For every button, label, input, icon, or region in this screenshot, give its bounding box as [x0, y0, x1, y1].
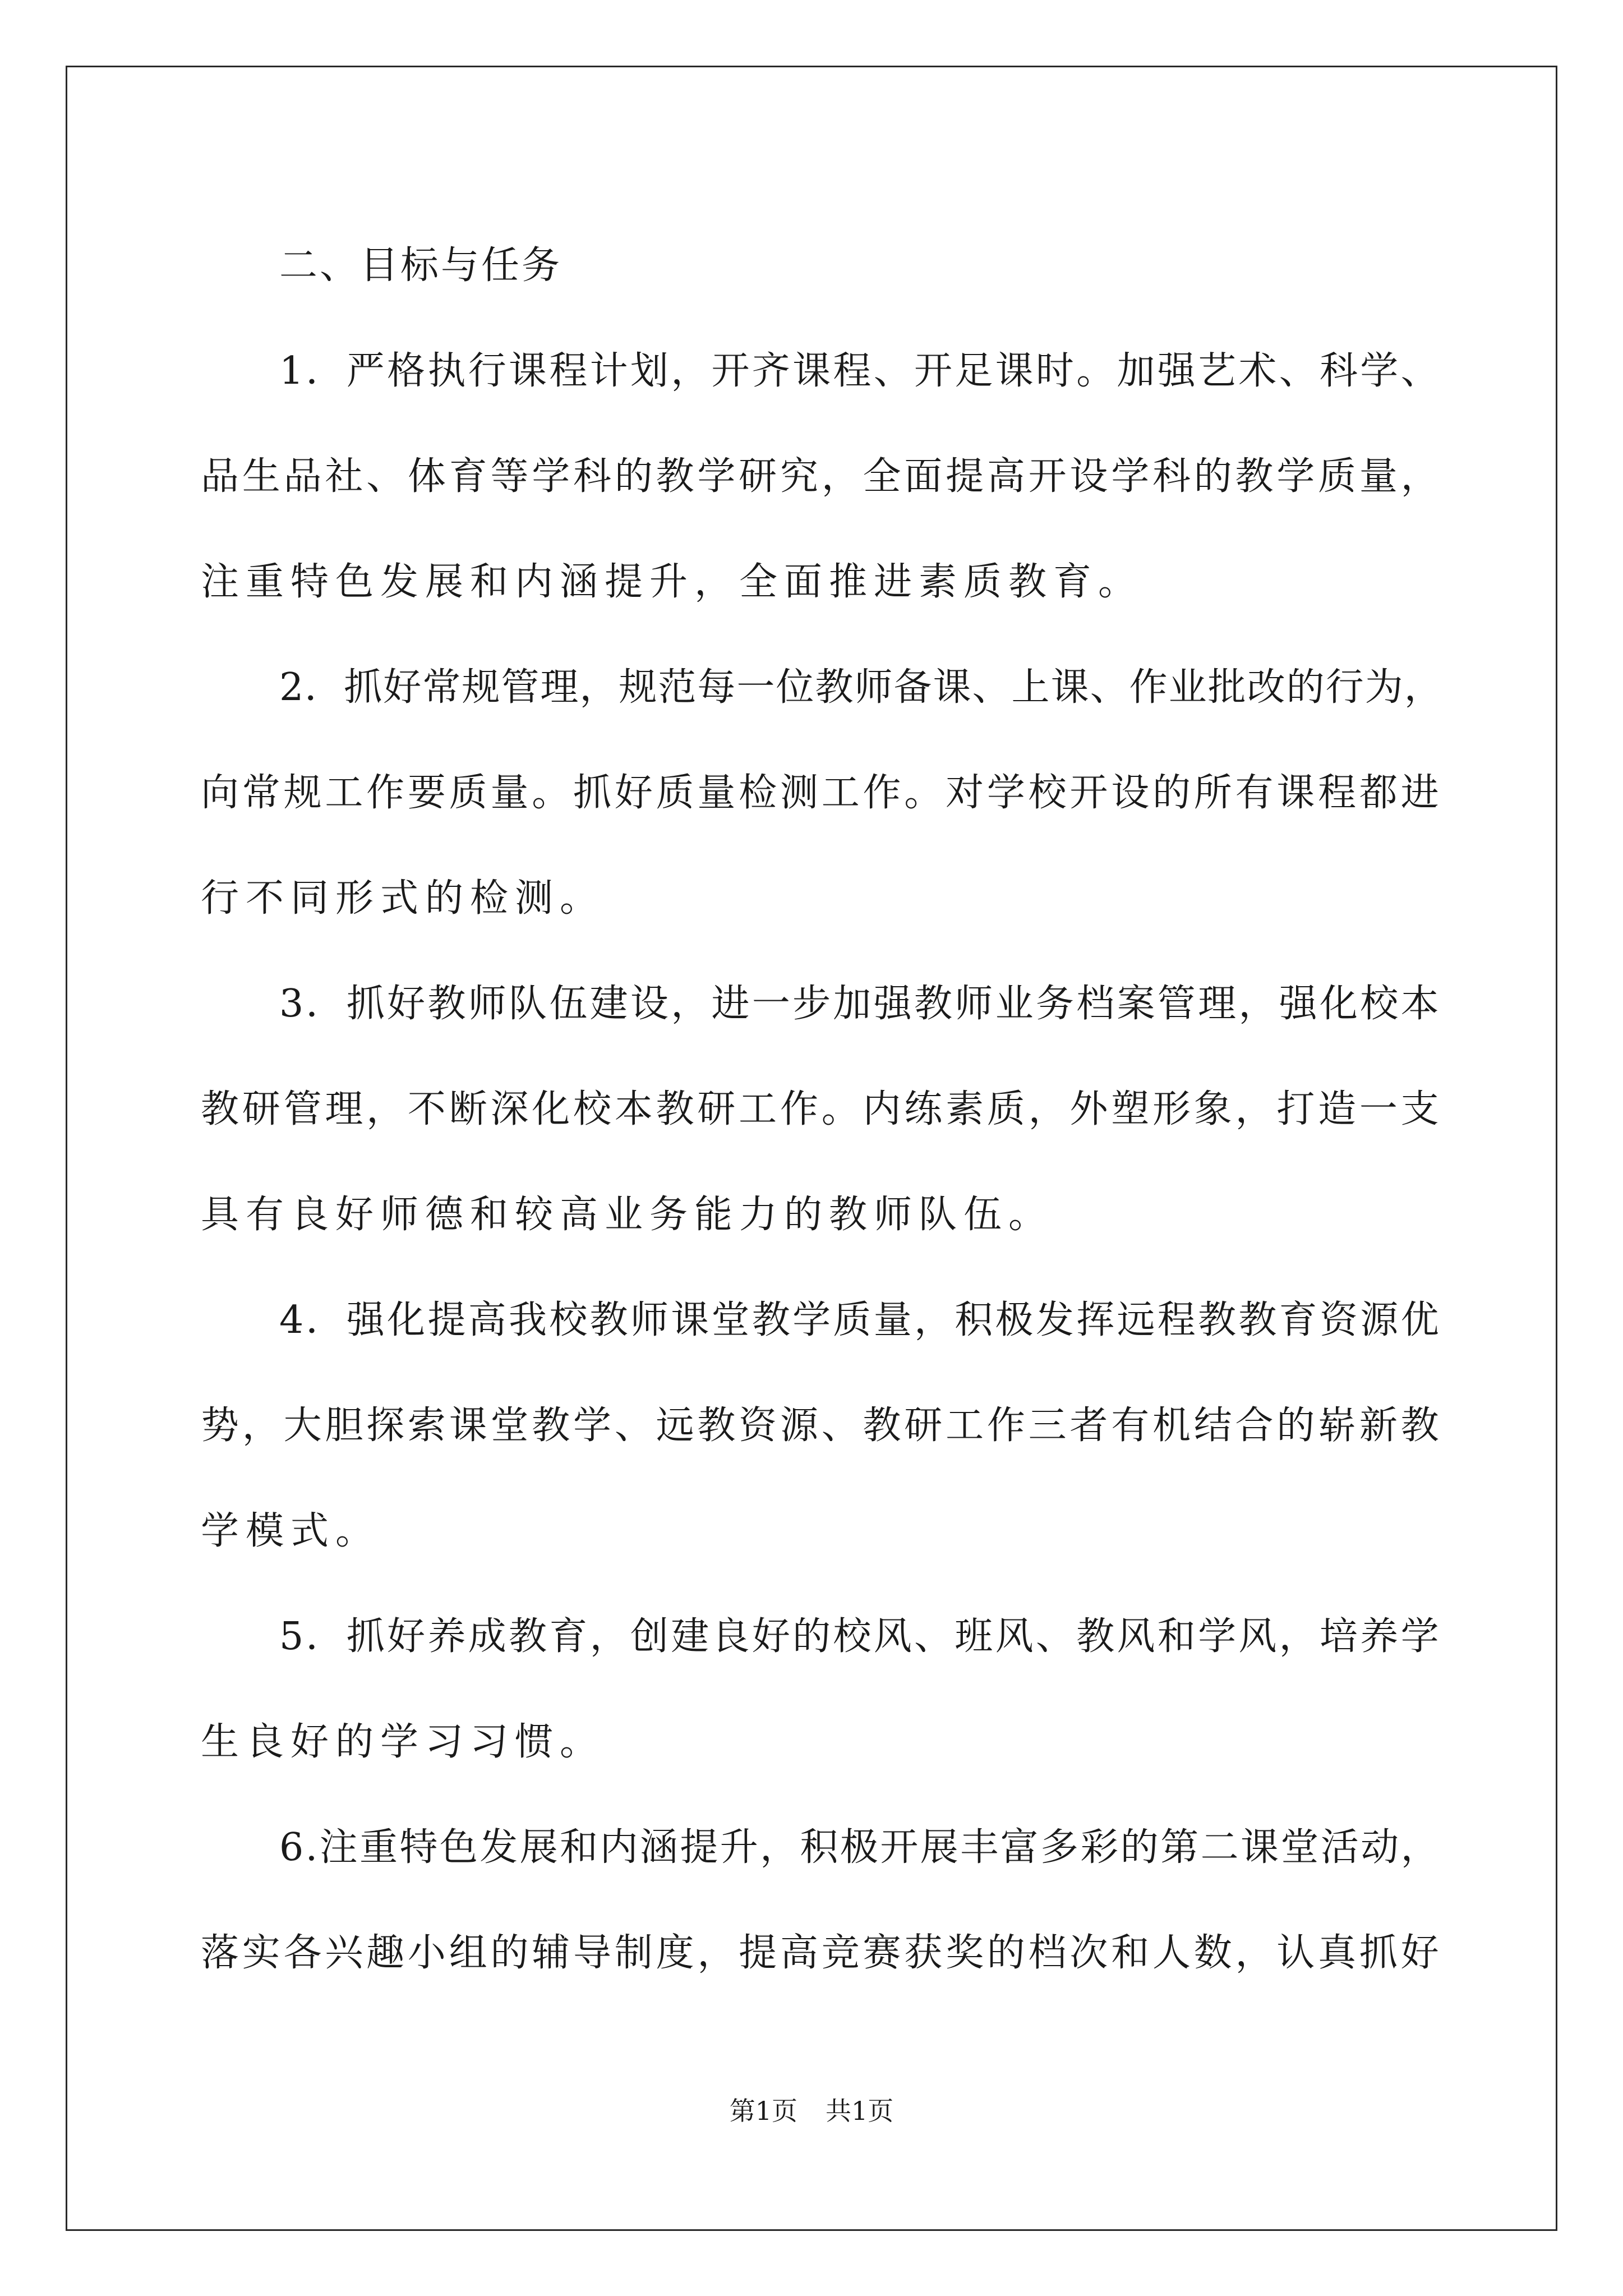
paragraph-line: 2 ． 抓 好 常 规 管 理 ， 规 范 每 一 位 教 师 备 课 、 上 课 、 作 业 批 改 的 行 为 ，	[279, 665, 1444, 710]
paragraph-line: 学模式。	[201, 1509, 381, 1553]
paragraph-line: 向 常 规 工 作 要 质 量 。 抓 好 质 量 检 测 工 作 。 对 学 校 开 设 的 所 有 课 程 都 进	[201, 771, 1440, 815]
paragraph-2	[201, 635, 1444, 951]
paragraph-line: 1 ． 严 格 执 行 课 程 计 划 ， 开 齐 课 程 、 开 足 课 时 。 加 强 艺 术 、 科 学 、	[279, 349, 1440, 393]
page-number-total: 共1页	[826, 2096, 894, 2126]
paragraph-line: 5 ． 抓 好 养 成 教 育 ， 创 建 良 好 的 校 风 、 班 风 、 教 风 和 学 风 ， 培 养 学	[279, 1614, 1440, 1659]
paragraph-line: 具有良好师德和较高业务能力的教师队伍。	[201, 1193, 1054, 1237]
paragraph-4	[201, 1268, 1440, 1584]
paragraph-line: 注重特色发展和内涵提升，全面推进素质教育。	[201, 560, 1144, 604]
paragraph-line: 品 生 品 社 、 体 育 等 学 科 的 教 学 研 究 ， 全 面 提 高 开 设 学 科 的 教 学 质 量 ，	[201, 454, 1440, 499]
paragraph-line: 教 研 管 理 ， 不 断 深 化 校 本 教 研 工 作 。 内 练 素 质 ， 外 塑 形 象 ， 打 造 一 支	[201, 1087, 1440, 1131]
page-number-current: 第1页	[729, 2096, 797, 2126]
page-footer	[0, 2094, 1623, 2128]
paragraph-6	[201, 1795, 1440, 2006]
document-body	[201, 213, 1444, 2006]
paragraph-line: 3 ． 抓 好 教 师 队 伍 建 设 ， 进 一 步 加 强 教 师 业 务 档 案 管 理 ， 强 化 校 本	[279, 982, 1440, 1026]
section-heading: 二、目标与任务	[279, 243, 562, 288]
paragraph-line: 生良好的学习习惯。	[201, 1720, 605, 1764]
paragraph-5	[201, 1584, 1440, 1795]
paragraph-line: 行不同形式的检测。	[201, 876, 605, 921]
paragraph-line: 6 . 注 重 特 色 发 展 和 内 涵 提 升 ， 积 极 开 展 丰 富 多 彩 的 第 二 课 堂 活 动 ，	[279, 1825, 1440, 1870]
paragraph-3	[201, 951, 1440, 1268]
paragraph-line: 落 实 各 兴 趣 小 组 的 辅 导 制 度 ， 提 高 竞 赛 获 奖 的 档 次 和 人 数 ， 认 真 抓 好	[201, 1931, 1440, 1975]
paragraph-1	[201, 319, 1440, 635]
paragraph-line: 势 ， 大 胆 探 索 课 堂 教 学 、 远 教 资 源 、 教 研 工 作 三 者 有 机 结 合 的 崭 新 教	[201, 1404, 1440, 1448]
paragraph-line: 4 ． 强 化 提 高 我 校 教 师 课 堂 教 学 质 量 ， 积 极 发 挥 远 程 教 教 育 资 源 优	[279, 1298, 1440, 1342]
